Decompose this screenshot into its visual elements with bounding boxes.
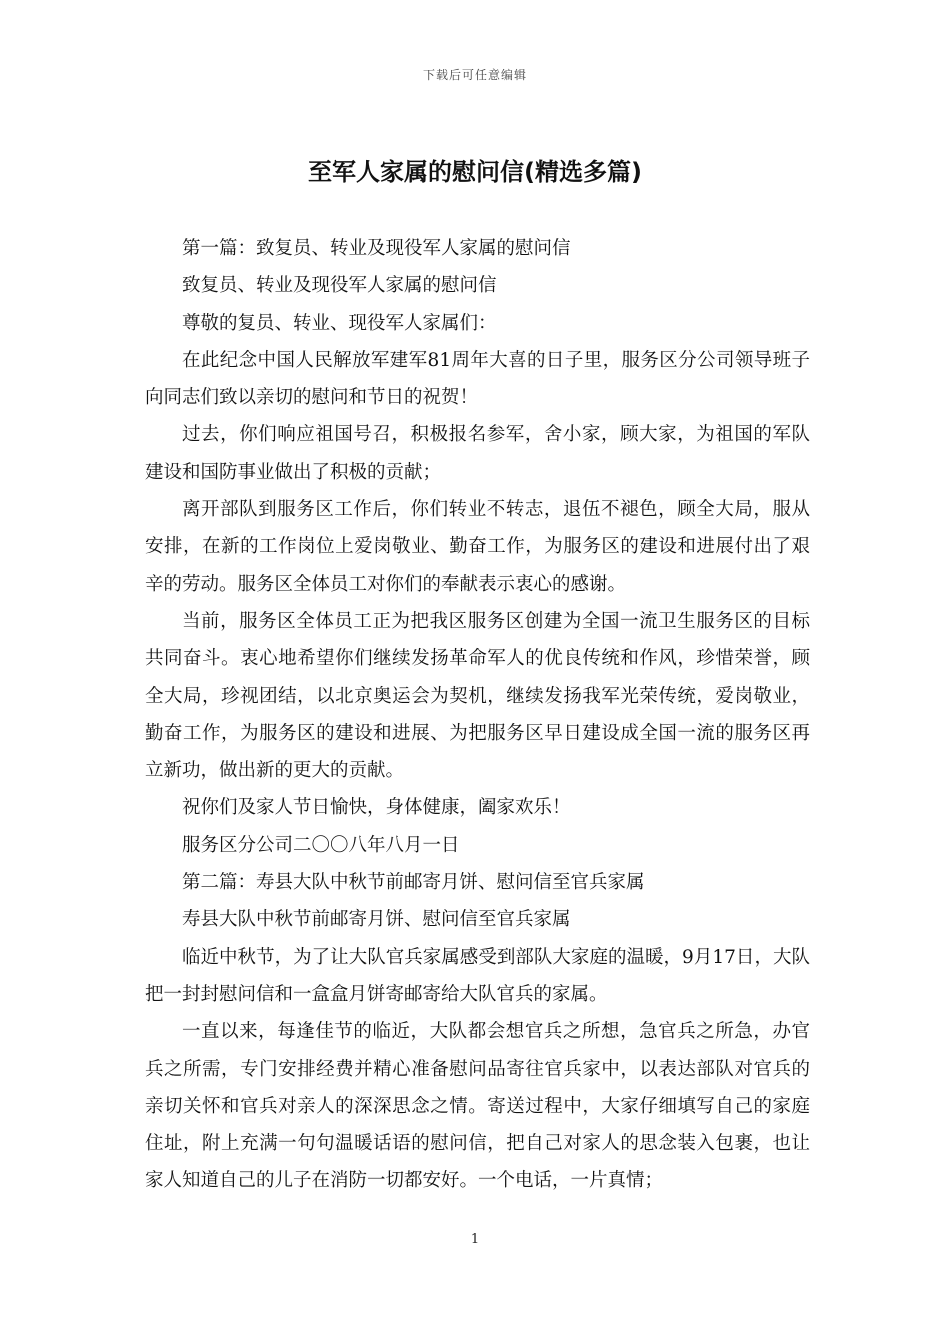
paragraph: 寿县大队中秋节前邮寄月饼、慰问信至官兵家属 <box>182 909 571 931</box>
paragraph: 尊敬的复员、转业、现役军人家属们： <box>182 312 497 334</box>
paragraph: 第一篇：致复员、转业及现役军人家属的慰问信 <box>182 238 571 259</box>
document-title: 至军人家属的慰问信(精选多篇) <box>308 158 642 186</box>
paragraph: 在此纪念中国人民解放军建军81周年大喜的日子里，服务区分公司领导班子向同志们致以亲切的慰问和节日的祝贺！ <box>145 349 810 409</box>
paragraph: 过去，你们响应祖国号召，积极报名参军，舍小家，顾大家，为祖国的军队建设和国防事业做出了积极的贡献； <box>145 424 810 483</box>
header-note: 下载后可任意编辑 <box>422 68 527 82</box>
paragraph: 服务区分公司二〇〇八年八月一日 <box>182 834 460 856</box>
paragraph: 一直以来，每逢佳节的临近，大队都会想官兵之所想，急官兵之所急，办官兵之所需，专门安排经费并精心准备慰问品寄往官兵家中，以表达部队对官兵的亲切关怀和官兵对亲人的深深思念之情。寄送过程中，大家仔细填写自己的家庭住址，附上充满一句句温暖话语的慰问信，把自己对家人的思念装入包裹，也让家人知道自己的儿子在消防一切都安好。一个电话，一片真情； <box>145 1021 810 1192</box>
document-body <box>145 230 810 1200</box>
paragraph: 临近中秋节，为了让大队官兵家属感受到部队大家庭的温暖，9月17日，大队把一封封慰问信和一盒盒月饼寄邮寄给大队官兵的家属。 <box>145 946 810 1005</box>
paragraph: 第二篇：寿县大队中秋节前邮寄月饼、慰问信至官兵家属 <box>182 872 645 894</box>
paragraph: 当前，服务区全体员工正为把我区服务区创建为全国一流卫生服务区的目标共同奋斗。衷心地希望你们继续发扬革命军人的优良传统和作风，珍惜荣誉，顾全大局，珍视团结，以北京奥运会为契机，继续发扬我军光荣传统，爱岗敬业，勤奋工作，为服务区的建设和进展、为把服务区早日建设成全国一流的服务区再立新功，做出新的更大的贡献。 <box>145 610 810 782</box>
paragraph: 致复员、转业及现役军人家属的慰问信 <box>182 275 497 297</box>
paragraph: 祝你们及家人节日愉快，身体健康，阖家欢乐！ <box>182 797 571 819</box>
paragraph: 离开部队到服务区工作后，你们转业不转志，退伍不褪色，顾全大局，服从安排，在新的工作岗位上爱岗敬业、勤奋工作，为服务区的建设和进展付出了艰辛的劳动。服务区全体员工对你们的奉献表示衷心的感谢。 <box>145 499 810 595</box>
page-number: 1 <box>470 1232 480 1247</box>
